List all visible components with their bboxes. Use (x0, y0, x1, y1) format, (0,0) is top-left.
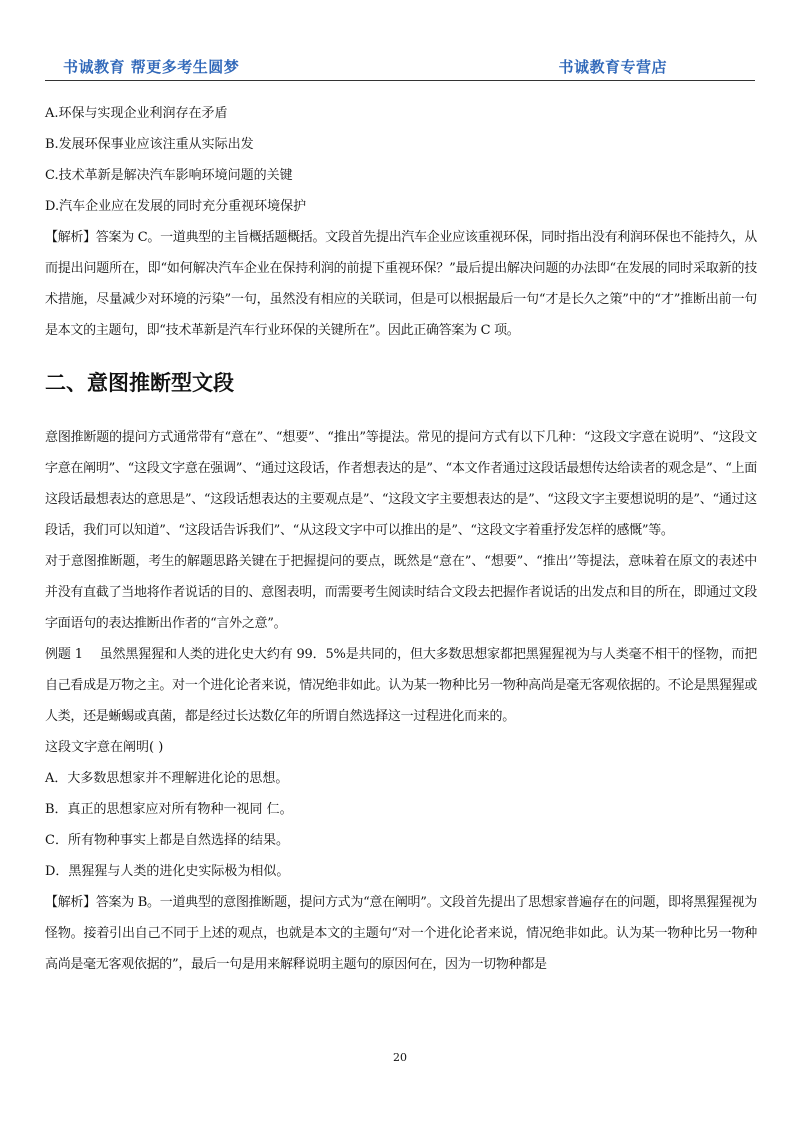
header-brand-slogan: 书诚教育 帮更多考生圆梦 (63, 58, 240, 76)
q1-option-a: A.环保与实现企业利润存在矛盾 (45, 106, 228, 121)
example-1-option-d: D．黑猩猩与人类的进化史实际极为相似。 (45, 864, 290, 879)
example-1-option-a: A．大多数思想家并不理解进化论的思想。 (45, 771, 289, 786)
page-number: 20 (393, 1051, 407, 1064)
example-1-question: 这段文字意在阐明( ) (45, 740, 164, 755)
example-1-analysis: 【解析】答案为 B。一道典型的意图推断题，提问方式为“意在阐明”。文段首先提出了思想家普遍存在的问题，即将黑猩猩视为怪物。接着引出自己不同于上述的观点，也就是本文的主题句“对一个进化论者来说，情况绝非如此。认为某一物种比另一物种高尚是毫无客观依据的”，最后一句是用来解释说明主题句的原因何在，因为一切物种都是 (45, 895, 757, 972)
intro-paragraph-2: 对于意图推断题，考生的解题思路关键在于把握提问的要点，既然是“意在”、“想要”、“推出’’等提法，意味着在原文的表述中并没有直截了当地将作者说话的目的、意图表明，而需要考生阅读时结合文段去把握作者说话的出发点和目的所在，即通过文段字面语句的表达推断出作者的“言外之意”。 (45, 554, 757, 631)
header-store-name: 书诚教育专营店 (558, 58, 667, 76)
example-1-option-b: B．真正的思想家应对所有物种一视同 仁。 (45, 802, 293, 817)
page-content (45, 98, 757, 980)
section-title: 二、意图推断型文段 (45, 371, 234, 395)
q1-option-c: C.技术革新是解决汽车影响环境问题的关键 (45, 168, 293, 183)
intro-paragraph-1: 意图推断题的提问方式通常带有“意在”、“想要”、“推出”等提法。常见的提问方式有以下几种：“这段文字意在说明”、“这段文字意在阐明”、“这段文字意在强调”、“通过这段话，作者想表达的是”、“本文作者通过这段话最想传达给读者的观念是”、“上面这段话最想表达的意思是”、“这段话想表达的主要观点是”、“这段文字主要想表达的是”、“这段文字主要想说明的是”、“通过这段话，我们可以知道”、“这段话告诉我们”、“从这段文字中可以推出的是”、“这段文字着重抒发怎样的感慨”等。 (45, 430, 757, 538)
q1-analysis: 【解析】答案为 C。一道典型的主旨概括题概括。文段首先提出汽车企业应该重视环保，同时指出没有利润环保也不能持久，从而提出问题所在，即“如何解决汽车企业在保持利润的前提下重视环保？”最后提出解决问题的办法即“在发展的同时采取新的技术措施，尽量减少对环境的污染”一句，虽然没有相应的关联词，但是可以根据最后一句“才是长久之策”中的“才”推断出前一句是本文的主题句，即“技术革新是汽车行业环保的关键所在”。因此正确答案为 C 项。 (45, 230, 757, 338)
q1-option-d: D.汽车企业应在发展的同时充分重视环境保护 (45, 199, 307, 214)
q1-option-b: B.发展环保事业应该注重从实际出发 (45, 137, 254, 152)
example-1-passage: 例题 1 虽然黑猩猩和人类的进化史大约有 99．5%是共同的，但大多数思想家都把黑猩猩视为与人类毫不相干的怪物，而把自己看成是万物之主。对一个进化论者来说，情况绝非如此。认为某一物种比另一物种高尚是毫无客观依据的。不论是黑猩猩或人类，还是蜥蜴或真菌，都是经过长达数亿年的所谓自然选择这一过程进化而来的。 (45, 647, 757, 724)
page-header (45, 56, 755, 81)
example-1-option-c: C．所有物种事实上都是自然选择的结果。 (45, 833, 289, 848)
